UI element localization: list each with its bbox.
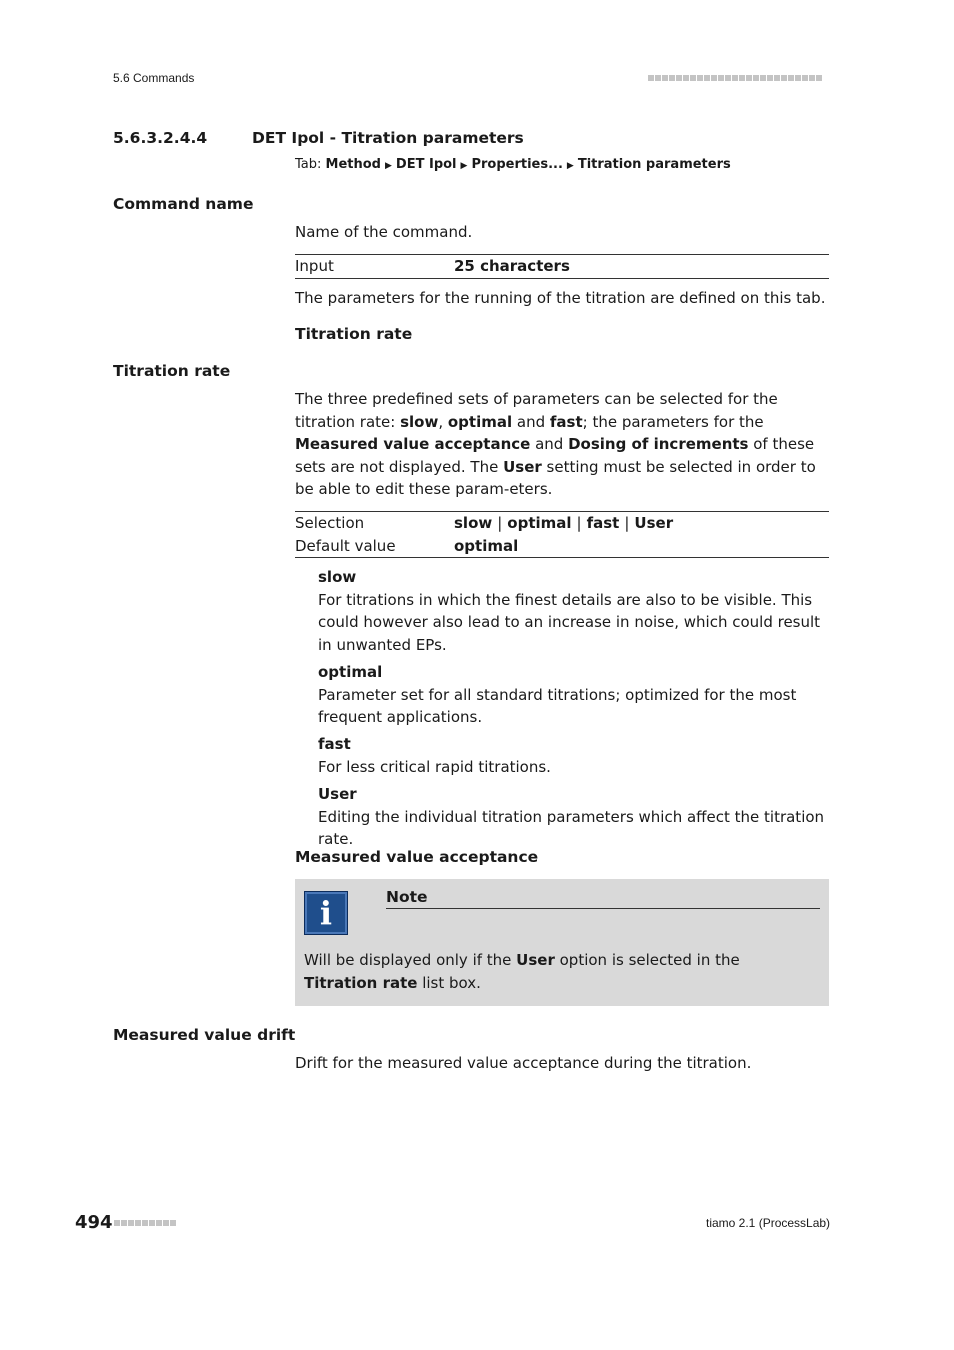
info-icon: i xyxy=(304,891,348,935)
input-key: Input xyxy=(295,257,334,275)
option-description: For less critical rapid titrations. xyxy=(318,757,551,776)
breadcrumb-item-det-ipol: DET Ipol xyxy=(395,157,457,172)
selection-key: Selection xyxy=(295,514,365,532)
option-description: Parameter set for all standard titrations; optimized for the most frequent applications. xyxy=(318,685,797,726)
tab-intro-text: The parameters for the running of the titration are defined on this tab. xyxy=(295,289,826,307)
option-slow xyxy=(318,566,830,656)
default-value-key: Default value xyxy=(295,536,396,555)
titration-rate-description: The three predefined sets of parameters can be selected for the titration rate: slow, optimal and fast; the parameters for the Measured value acceptance and Dosing of increments of these sets are not displayed. The User setting must be selected in order to be able to edit these param-eters. xyxy=(295,390,816,498)
command-name-input-table xyxy=(295,254,829,279)
option-description: For titrations in which the finest details are also to be visible. This could however also lead to an increase in noise, which could result in unwanted EPs. xyxy=(318,590,821,654)
triangle-right-icon: ▶ xyxy=(566,161,574,171)
titration-rate-heading: Titration rate xyxy=(295,325,413,343)
option-name: optimal xyxy=(318,663,383,681)
option-fast xyxy=(318,733,830,778)
header-decor-squares xyxy=(648,75,822,81)
breadcrumb-item-properties: Properties... xyxy=(471,157,563,172)
option-description: Editing the individual titration parameters which affect the titration rate. xyxy=(318,807,825,848)
breadcrumb-prefix: Tab: xyxy=(295,157,322,172)
triangle-right-icon: ▶ xyxy=(385,161,392,171)
section-title: DET Ipol - Titration parameters xyxy=(252,129,524,147)
titration-rate-selection-table xyxy=(295,511,829,558)
measured-value-drift-label: Measured value drift xyxy=(113,1026,296,1044)
measured-value-drift-description: Drift for the measured value acceptance during the titration. xyxy=(295,1054,752,1072)
running-header-section: 5.6 Commands xyxy=(113,71,195,85)
triangle-right-icon: ▶ xyxy=(460,161,468,171)
option-name: User xyxy=(318,785,357,803)
footer-decor-squares xyxy=(114,1220,176,1226)
footer-product: tiamo 2.1 (ProcessLab) xyxy=(706,1216,831,1230)
command-name-label: Command name xyxy=(113,195,254,213)
breadcrumb-item-titration-parameters: Titration parameters xyxy=(577,157,731,172)
note-text: Will be displayed only if the User option is selected in the Titration rate list box. xyxy=(304,951,740,992)
note-title: Note xyxy=(386,888,820,909)
page-number: 494 xyxy=(75,1212,113,1233)
titration-rate-label: Titration rate xyxy=(113,362,231,380)
default-value: optimal xyxy=(454,536,519,555)
option-name: slow xyxy=(318,568,357,586)
breadcrumb xyxy=(295,157,731,172)
option-name: fast xyxy=(318,735,351,753)
selection-values: slow | optimal | fast | User xyxy=(454,514,674,532)
section-number: 5.6.3.2.4.4 xyxy=(113,129,208,147)
command-name-description: Name of the command. xyxy=(295,223,473,241)
option-user xyxy=(318,783,830,851)
breadcrumb-item-method: Method xyxy=(325,157,381,172)
note-box xyxy=(295,879,829,1006)
option-optimal xyxy=(318,661,830,729)
measured-value-acceptance-heading: Measured value acceptance xyxy=(295,848,539,866)
input-value: 25 characters xyxy=(454,257,570,275)
